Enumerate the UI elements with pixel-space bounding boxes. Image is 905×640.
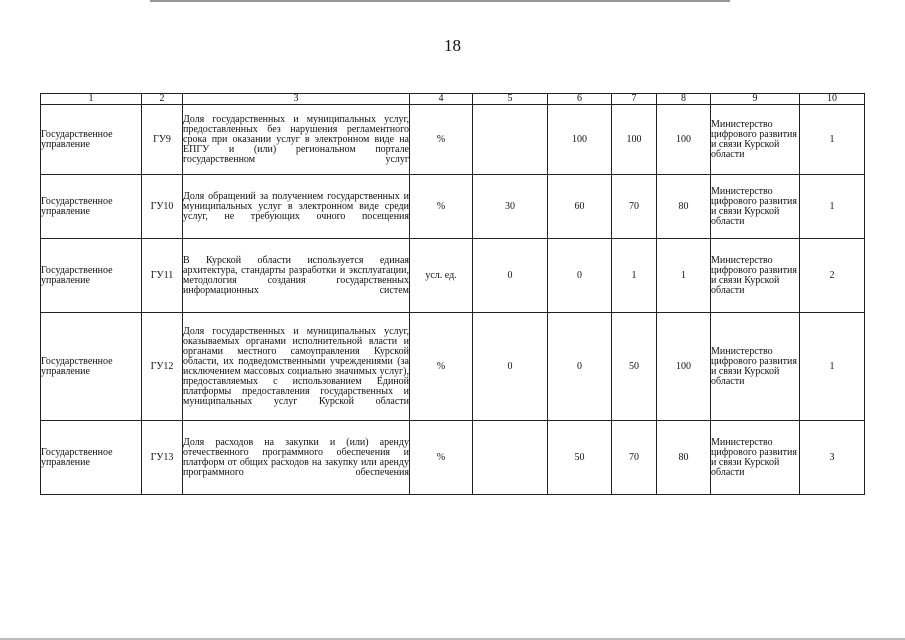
header-cell: 10 bbox=[800, 94, 865, 105]
header-cell: 5 bbox=[473, 94, 548, 105]
unit-cell: усл. ед. bbox=[410, 239, 473, 313]
header-cell: 4 bbox=[410, 94, 473, 105]
responsible-cell: Министерство цифрового развития и связи Курской области bbox=[711, 105, 800, 175]
table-row bbox=[41, 105, 865, 175]
header-cell: 7 bbox=[612, 94, 657, 105]
code-cell: ГУ13 bbox=[142, 421, 183, 495]
header-row bbox=[41, 94, 865, 105]
unit-cell: % bbox=[410, 421, 473, 495]
value-cell-7: 50 bbox=[612, 313, 657, 421]
value-cell-6: 50 bbox=[548, 421, 612, 495]
unit-cell: % bbox=[410, 175, 473, 239]
page-number: 18 bbox=[444, 36, 461, 55]
value-cell-5 bbox=[473, 105, 548, 175]
responsible-cell: Министерство цифрового развития и связи Курской области bbox=[711, 239, 800, 313]
value-cell-5: 30 bbox=[473, 175, 548, 239]
value-cell-8: 80 bbox=[657, 421, 711, 495]
value-cell-6: 0 bbox=[548, 239, 612, 313]
sector-cell: Государственное управление bbox=[41, 105, 142, 175]
scan-edge-top bbox=[150, 0, 730, 2]
description-cell: В Курской области используется единая архитектура, стандарты разработки и эксплуатации, методология создания государственных информационных систем bbox=[183, 239, 410, 313]
unit-cell: % bbox=[410, 313, 473, 421]
value-cell-6: 60 bbox=[548, 175, 612, 239]
value-cell-7: 100 bbox=[612, 105, 657, 175]
value-cell-5 bbox=[473, 421, 548, 495]
responsible-cell: Министерство цифрового развития и связи Курской области bbox=[711, 313, 800, 421]
value-cell-8: 100 bbox=[657, 313, 711, 421]
code-cell: ГУ10 bbox=[142, 175, 183, 239]
value-cell-7: 70 bbox=[612, 421, 657, 495]
code-cell: ГУ11 bbox=[142, 239, 183, 313]
unit-cell: % bbox=[410, 105, 473, 175]
value-cell-7: 1 bbox=[612, 239, 657, 313]
sector-cell: Государственное управление bbox=[41, 175, 142, 239]
header-cell: 9 bbox=[711, 94, 800, 105]
description-cell: Доля государственных и муниципальных услуг, оказываемых органами исполнительной власти и органами местного самоуправления Курской области, их подведомственными учреждениями (за исключением массовых социально значимых услуг), предоставляемых с использованием Единой платформы предоставления государственных и муниципальных услуг Курской области bbox=[183, 313, 410, 421]
table-row bbox=[41, 175, 865, 239]
value-cell-5: 0 bbox=[473, 239, 548, 313]
value-cell-7: 70 bbox=[612, 175, 657, 239]
code-cell: ГУ9 bbox=[142, 105, 183, 175]
indicators-table bbox=[40, 93, 865, 495]
header-cell: 8 bbox=[657, 94, 711, 105]
header-cell: 6 bbox=[548, 94, 612, 105]
table-row bbox=[41, 421, 865, 495]
responsible-cell: Министерство цифрового развития и связи Курской области bbox=[711, 421, 800, 495]
value-cell-10: 1 bbox=[800, 175, 865, 239]
sector-cell: Государственное управление bbox=[41, 313, 142, 421]
value-cell-10: 1 bbox=[800, 105, 865, 175]
sector-cell: Государственное управление bbox=[41, 239, 142, 313]
responsible-cell: Министерство цифрового развития и связи Курской области bbox=[711, 175, 800, 239]
sector-cell: Государственное управление bbox=[41, 421, 142, 495]
description-cell: Доля расходов на закупки и (или) аренду отечественного программного обеспечения и платформ от общих расходов на закупку или аренду программного обеспечения bbox=[183, 421, 410, 495]
value-cell-6: 100 bbox=[548, 105, 612, 175]
value-cell-8: 1 bbox=[657, 239, 711, 313]
header-cell: 2 bbox=[142, 94, 183, 105]
value-cell-6: 0 bbox=[548, 313, 612, 421]
value-cell-10: 2 bbox=[800, 239, 865, 313]
code-cell: ГУ12 bbox=[142, 313, 183, 421]
table-row bbox=[41, 239, 865, 313]
header-cell: 1 bbox=[41, 94, 142, 105]
header-cell: 3 bbox=[183, 94, 410, 105]
table-row bbox=[41, 313, 865, 421]
description-cell: Доля обращений за получением государственных и муниципальных услуг в электронном виде среди услуг, не требующих очного посещения bbox=[183, 175, 410, 239]
value-cell-10: 1 bbox=[800, 313, 865, 421]
value-cell-8: 80 bbox=[657, 175, 711, 239]
value-cell-8: 100 bbox=[657, 105, 711, 175]
value-cell-5: 0 bbox=[473, 313, 548, 421]
description-cell: Доля государственных и муниципальных услуг, предоставленных без нарушения регламентного срока при оказании услуг в электронном виде на ЕПГУ и (или) региональном портале государственном услуг bbox=[183, 105, 410, 175]
value-cell-10: 3 bbox=[800, 421, 865, 495]
